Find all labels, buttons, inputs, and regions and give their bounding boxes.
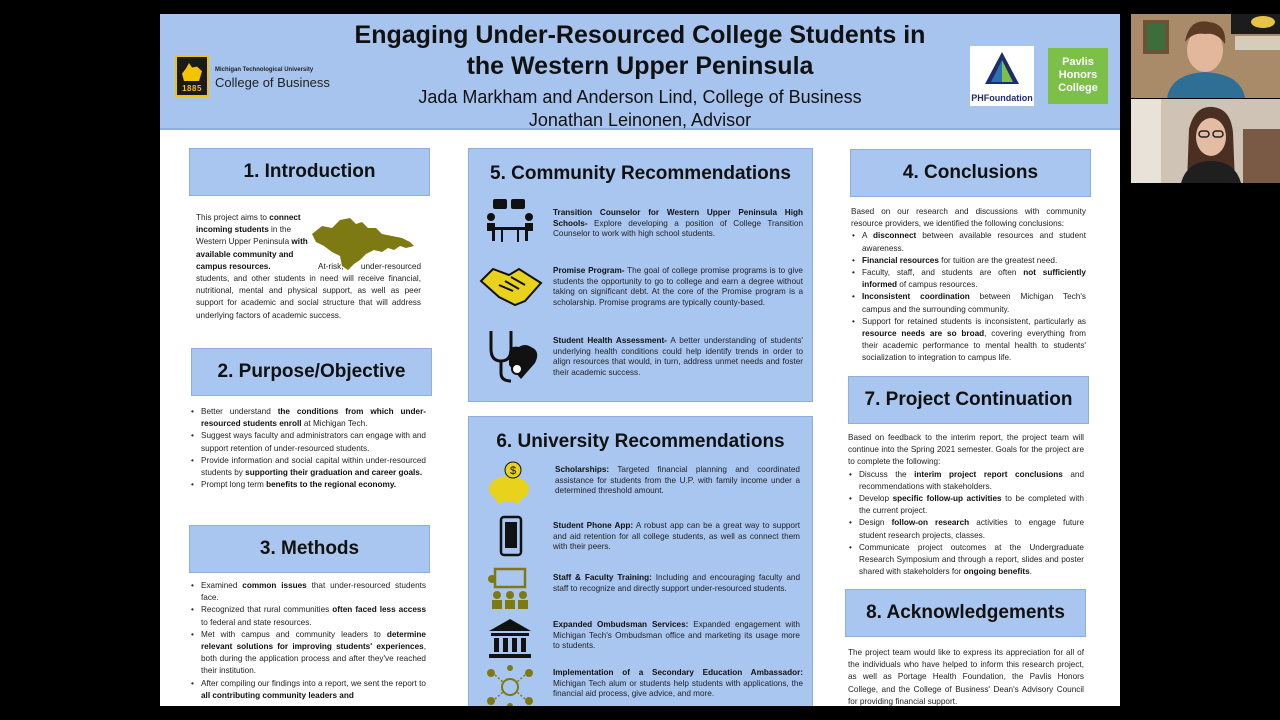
introduction-heading (189, 148, 430, 196)
purpose-item-text: at Michigan Tech. (301, 419, 368, 429)
methods-item (190, 604, 426, 628)
purpose-item (190, 479, 426, 491)
participant-video-2[interactable] (1131, 99, 1280, 183)
purpose-item (190, 430, 426, 454)
conclusions-item-bold: not sufficiently informed (862, 268, 1086, 290)
acknowledgements-title: 8. Acknowledgements (866, 602, 1065, 623)
community-recommendations-panel (468, 148, 813, 402)
community-rec-body: A better understanding of students' underlying health conditions could help identify trends in order to align resources that would, in turn, address unmet needs and foster their academic success. (553, 336, 803, 377)
methods-item-text: Met with campus and community leaders to (201, 629, 387, 639)
methods-item-text: that under-resourced students face. (201, 581, 426, 603)
methods-item-bold: determine relevant solutions for improving students' experiences (201, 629, 426, 652)
continuation-item-text: Design (859, 518, 892, 528)
conclusions-item (851, 291, 1086, 315)
purpose-title: 2. Purpose/Objective (217, 361, 406, 382)
university-rec-item (483, 461, 809, 507)
methods-title: 3. Methods (259, 538, 360, 559)
poster-authors (320, 86, 960, 132)
intro-text-d: with available community and campus resources. (196, 237, 308, 271)
university-rec-text (553, 573, 800, 594)
conclusions-item-bold: Financial resources (862, 255, 939, 265)
university-rec-body: Including and encouraging faculty and staff to recognize and directly support under-resourced students. (553, 573, 800, 593)
participant-2-video-frame (1131, 99, 1280, 183)
purpose-item-bold: supporting their graduation and career goals. (245, 468, 423, 478)
intro-text-a: This project aims to (196, 213, 270, 222)
continuation-intro: Based on feedback to the interim report, the project team will continue into the Spring 2021 semester. Goals for the project are to complete the following: (848, 433, 1084, 467)
continuation-item (848, 542, 1084, 579)
conclusions-intro: Based on our research and discussions with community resource providers, we identified the following conclusions: (851, 207, 1086, 229)
participant-1-video-frame (1131, 14, 1280, 98)
university-rec-item (483, 665, 809, 706)
community-rec-body: Explore developing a position of College Transition Counselor to work with high school students. (553, 218, 803, 239)
continuation-item-text: to be completed with the current project. (859, 494, 1084, 516)
continuation-item (848, 469, 1084, 493)
community-rec-item (479, 329, 809, 389)
continuation-title: 7. Project Continuation (864, 389, 1073, 410)
methods-item-text: Recognized that rural communities (201, 605, 333, 615)
conclusions-title: 4. Conclusions (902, 162, 1039, 183)
conclusions-item-text: , covering everything from their academic performance to mental health to students' socialization to integration to campus life. (862, 329, 1086, 363)
community-rec-text (553, 208, 803, 240)
community-rec-head: Promise Program- (553, 266, 625, 275)
university-recommendations-panel (468, 416, 813, 706)
continuation-item-bold: interim project report conclusions (914, 469, 1063, 479)
methods-item (190, 678, 426, 702)
continuation-item (848, 493, 1084, 517)
community-rec-item (479, 261, 809, 321)
conclusions-item-text: Faculty, staff, and students are often (862, 268, 1024, 278)
conclusions-item-text: A (862, 231, 874, 241)
phf-label: PHFoundation (971, 93, 1033, 103)
conclusions-item-text: between Michigan Tech's campus and the surrounding community. (862, 292, 1086, 314)
continuation-item-text: . (1029, 567, 1032, 577)
purpose-item-text: Better understand (201, 407, 278, 416)
purpose-item (190, 455, 426, 479)
intro-text-b: connect incoming students (196, 213, 301, 235)
mtu-college-label: College of Business (215, 75, 330, 90)
participant-video-1[interactable] (1131, 14, 1280, 98)
conclusions-item (851, 230, 1086, 254)
purpose-item-text: Provide information and social capital within under-resourced students by (201, 455, 426, 478)
university-rec-item (483, 617, 809, 663)
community-rec-item (479, 197, 809, 247)
conclusions-item-text: of campus resources. (897, 280, 978, 290)
title-line-1: Engaging Under-Resourced College Students in (354, 21, 926, 49)
community-rec-text (553, 266, 803, 308)
methods-item (190, 580, 426, 604)
husky-shield-icon (175, 55, 209, 97)
meeting-people-icon (479, 197, 543, 247)
conclusions-item-text: between available resources and student awareness. (862, 231, 1086, 253)
poster-header (160, 14, 1120, 130)
smartphone-icon (483, 515, 537, 559)
continuation-heading (848, 376, 1089, 424)
introduction-text (196, 212, 421, 322)
triangle-icon (984, 51, 1020, 85)
methods-item-text: Examined (201, 581, 243, 590)
continuation-item-text: Develop (859, 494, 893, 504)
intro-text-c: in the Western Upper Peninsula (196, 225, 292, 247)
methods-item-bold: common issues (242, 581, 307, 590)
poster-title (320, 20, 960, 82)
continuation-item-bold: follow-on research (891, 518, 970, 528)
methods-item-bold: all contributing community leaders and (201, 690, 354, 700)
continuation-item-text: and recommendations with stakeholders. (859, 469, 1085, 491)
continuation-item (848, 517, 1084, 541)
university-rec-item (483, 515, 809, 561)
continuation-item-bold: specific follow-up activities (892, 494, 1002, 504)
conclusions-item-text: Support for retained students is inconsistent, particularly as (862, 316, 1086, 326)
mtu-university-label: Michigan Technological University (215, 67, 314, 73)
university-rec-text (555, 465, 800, 497)
community-rec-head: Student Health Assessment- (553, 336, 667, 345)
university-rec-head: Scholarships: (555, 465, 610, 474)
institution-building-icon (483, 617, 537, 661)
conclusions-item (851, 316, 1086, 365)
introduction-title: 1. Introduction (243, 161, 376, 182)
methods-item-text: After compiling our findings into a report, we sent the report to (201, 678, 426, 688)
pavlis-label: Pavlis Honors College (1058, 56, 1098, 94)
continuation-item-text: Discuss the (859, 469, 915, 479)
methods-list (190, 580, 426, 702)
handshake-icon (479, 261, 543, 311)
community-rec-head: Transition Counselor for Western Upper Peninsula High Schools- (553, 208, 803, 228)
conclusions-item-text: for tuition are the greatest need. (938, 255, 1058, 265)
university-rec-body: A robust app can be a great way to support and aid retention for all college students, as well as connect them with their peers. (553, 521, 800, 552)
intro-text-e: At-risk, under-resourced students, and other students in need will receive financial, nutritional, mental and physical support, as well as peer support for academic and social structure that will address underlying factors of academic success. (196, 261, 421, 320)
purpose-item (190, 406, 426, 430)
conclusions-item-bold: Inconsistent coordination (862, 292, 970, 302)
conclusions-item-bold: disconnect (873, 231, 917, 241)
piggy-bank-icon (483, 461, 537, 505)
university-rec-body: Michigan Tech alum or students help students with applications, the financial aid process, give advice, and more. (553, 678, 803, 699)
university-rec-head: Expanded Ombudsman Services: (553, 620, 689, 629)
continuation-block (848, 432, 1084, 578)
university-rec-item (483, 567, 809, 613)
title-line-2: the Western Upper Peninsula (466, 52, 814, 80)
pavlis-logo (1048, 48, 1108, 104)
continuation-item-text: activities to engage future student research projects, classes. (859, 518, 1084, 540)
conclusions-item (851, 255, 1086, 267)
continuation-item-text: Communicate project outcomes at the Undergraduate Research Symposium and through a report, slides and poster shared with stakeholders for (859, 542, 1084, 577)
purpose-item-bold: benefits to the regional economy. (266, 480, 397, 490)
training-presentation-icon (483, 567, 537, 611)
conclusions-block (851, 206, 1086, 365)
purpose-item-text: Prompt long term (201, 480, 267, 490)
university-rec-head: Implementation of a Secondary Education Ambassador: (553, 668, 803, 677)
university-rec-head: Student Phone App: (553, 521, 634, 530)
authors-line-1: Jada Markham and Anderson Lind, College of Business (418, 87, 862, 107)
university-rec-body: Targeted financial planning and coordinated assistance for students from the U.P. with family income under a determined threshold amount. (555, 465, 800, 496)
conclusions-item-bold: resource needs are so broad (862, 329, 985, 339)
svg-text:$: $ (509, 465, 517, 477)
conclusions-item (851, 267, 1086, 291)
purpose-list (190, 406, 426, 491)
continuation-list (848, 469, 1084, 579)
conclusions-list (851, 230, 1086, 364)
methods-item-text: to federal and state resources. (201, 617, 312, 627)
methods-item (190, 629, 426, 678)
authors-line-2: Jonathan Leinonen, Advisor (528, 110, 752, 130)
acknowledgements-text: The project team would like to express its appreciation for all of the individuals who have helped to inform this research project, as well as Portage Health Foundation, the Pavlis Honors College, and the College of Business' Dean's Advisory Council for providing financial support. (848, 648, 1084, 706)
network-people-icon (483, 665, 537, 706)
methods-item-text: , both during the application process and after they've reached their institution. (201, 642, 426, 676)
mtu-year: 1885 (182, 84, 202, 93)
community-recommendations-title: 5. Community Recommendations (490, 163, 791, 184)
continuation-item-bold: ongoing benefits (963, 567, 1030, 577)
acknowledgements-heading (845, 589, 1086, 637)
university-rec-text (553, 521, 800, 553)
university-rec-body: Expanded engagement with Michigan Tech's Ombudsman office and marketing its usage more to students. (553, 620, 800, 651)
poster (160, 14, 1120, 706)
purpose-item-bold: the conditions from which under-resourced students enroll (201, 407, 426, 429)
phfoundation-logo (970, 46, 1034, 106)
purpose-item-text: Suggest ways faculty and administrators can engage with and support retention of under-resourced students. (201, 431, 426, 453)
methods-item-bold: often faced less access (332, 605, 426, 615)
university-rec-text (553, 668, 803, 700)
community-rec-text (553, 336, 803, 378)
university-rec-text (553, 620, 800, 652)
purpose-heading (191, 348, 432, 396)
conclusions-heading (850, 149, 1091, 197)
university-rec-head: Staff & Faculty Training: (553, 573, 652, 582)
stethoscope-heart-icon (479, 329, 543, 383)
university-recommendations-title: 6. University Recommendations (496, 431, 785, 452)
community-rec-body: The goal of college promise programs is to give students the opportunity to go to college and earn a degree without taking on significant debt. At the core of the Promise program is a scholarship. Promise programs are typically county-based. (553, 266, 803, 307)
methods-heading (189, 525, 430, 573)
